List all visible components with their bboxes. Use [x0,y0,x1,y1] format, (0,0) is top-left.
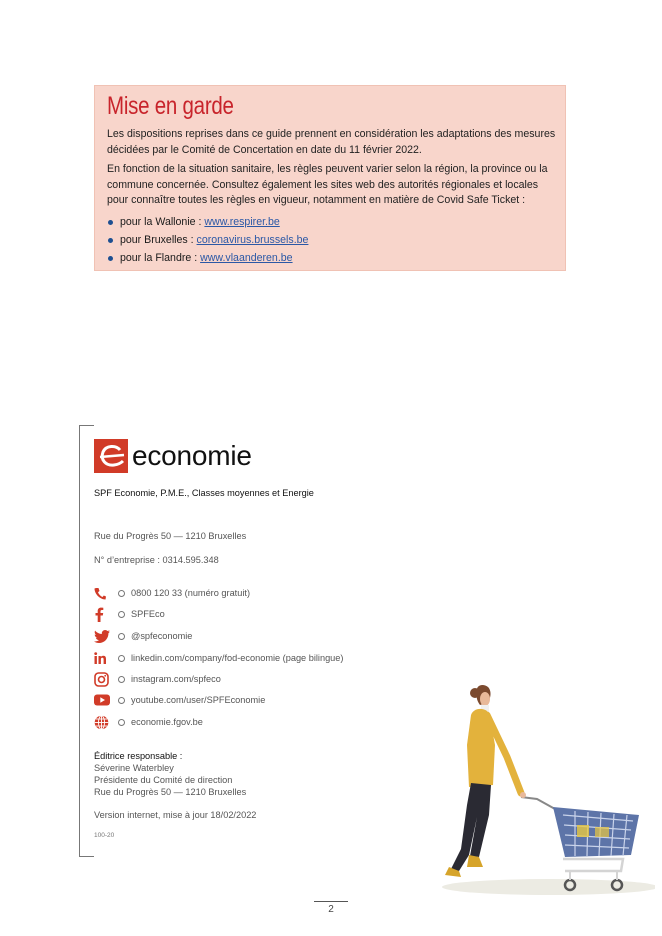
globe-icon [94,714,112,730]
flandre-link[interactable]: www.vlaanderen.be [200,251,293,264]
contact-facebook[interactable]: SPFEco [94,606,165,622]
youtube-icon [94,692,112,708]
publisher-role: Présidente du Comité de direction [94,775,233,785]
twitter-icon [94,628,112,644]
contact-youtube[interactable]: youtube.com/user/SPFEconomie [94,692,265,708]
warning-title: Mise en garde [107,92,234,120]
document-code: 100-20 [94,832,115,839]
warning-paragraph-1: Les dispositions reprises dans ce guide prennent en considération les adaptations des mesures décidées par le Comité de Concertation en date du 11 février 2022. [107,128,556,156]
economie-logo-icon [94,439,128,473]
contact-twitter[interactable]: @spfeconomie [94,628,192,644]
shopping-cart-icon [521,797,639,890]
page-number: 2 [328,904,334,915]
publisher-address: Rue du Progrès 50 — 1210 Bruxelles [94,787,247,797]
page-number-rule [314,901,348,902]
list-item: pour la Flandre : www.vlaanderen.be [107,249,557,267]
warning-box [94,85,566,271]
contact-instagram[interactable]: instagram.com/spfeco [94,671,221,687]
warning-paragraph-2: En fonction de la situation sanitaire, les règles peuvent varier selon la région, la province ou la commune concernée. Consultez également les sites web des autorités régionales et locales pour connaître toutes les règles en vigueur, notamment en matière de Covid Safe Ticket : [107,163,548,206]
list-item: pour Bruxelles : coronavirus.brussels.be [107,231,557,249]
contact-linkedin[interactable]: linkedin.com/company/fod-economie (page bilingue) [94,650,343,666]
publisher-name: Séverine Waterbley [94,763,174,773]
wallonie-link[interactable]: www.respirer.be [204,215,280,228]
linkedin-icon [94,650,112,666]
footer-bracket [79,425,94,857]
publisher-block [94,750,246,798]
shopper-cart-illustration [425,675,655,900]
facebook-icon [94,606,112,622]
list-item: pour la Wallonie : www.respirer.be [107,213,557,231]
woman-figure [445,685,526,877]
instagram-icon [94,671,112,687]
contact-website[interactable]: economie.fgov.be [94,714,203,730]
phone-icon [94,585,112,601]
contact-phone[interactable]: 0800 120 33 (numéro gratuit) [94,585,250,601]
economie-logo [94,439,252,473]
publisher-title: Éditrice responsable : [94,751,183,761]
organization-name: SPF Economie, P.M.E., Classes moyennes et Energie [94,488,314,498]
enterprise-number: N° d’entreprise : 0314.595.348 [94,555,219,565]
bruxelles-link[interactable]: coronavirus.brussels.be [196,233,309,246]
version-info: Version internet, mise à jour 18/02/2022 [94,810,257,820]
region-links-list [107,213,557,267]
address: Rue du Progrès 50 — 1210 Bruxelles [94,531,247,541]
logo-wordmark: economie [132,440,252,471]
